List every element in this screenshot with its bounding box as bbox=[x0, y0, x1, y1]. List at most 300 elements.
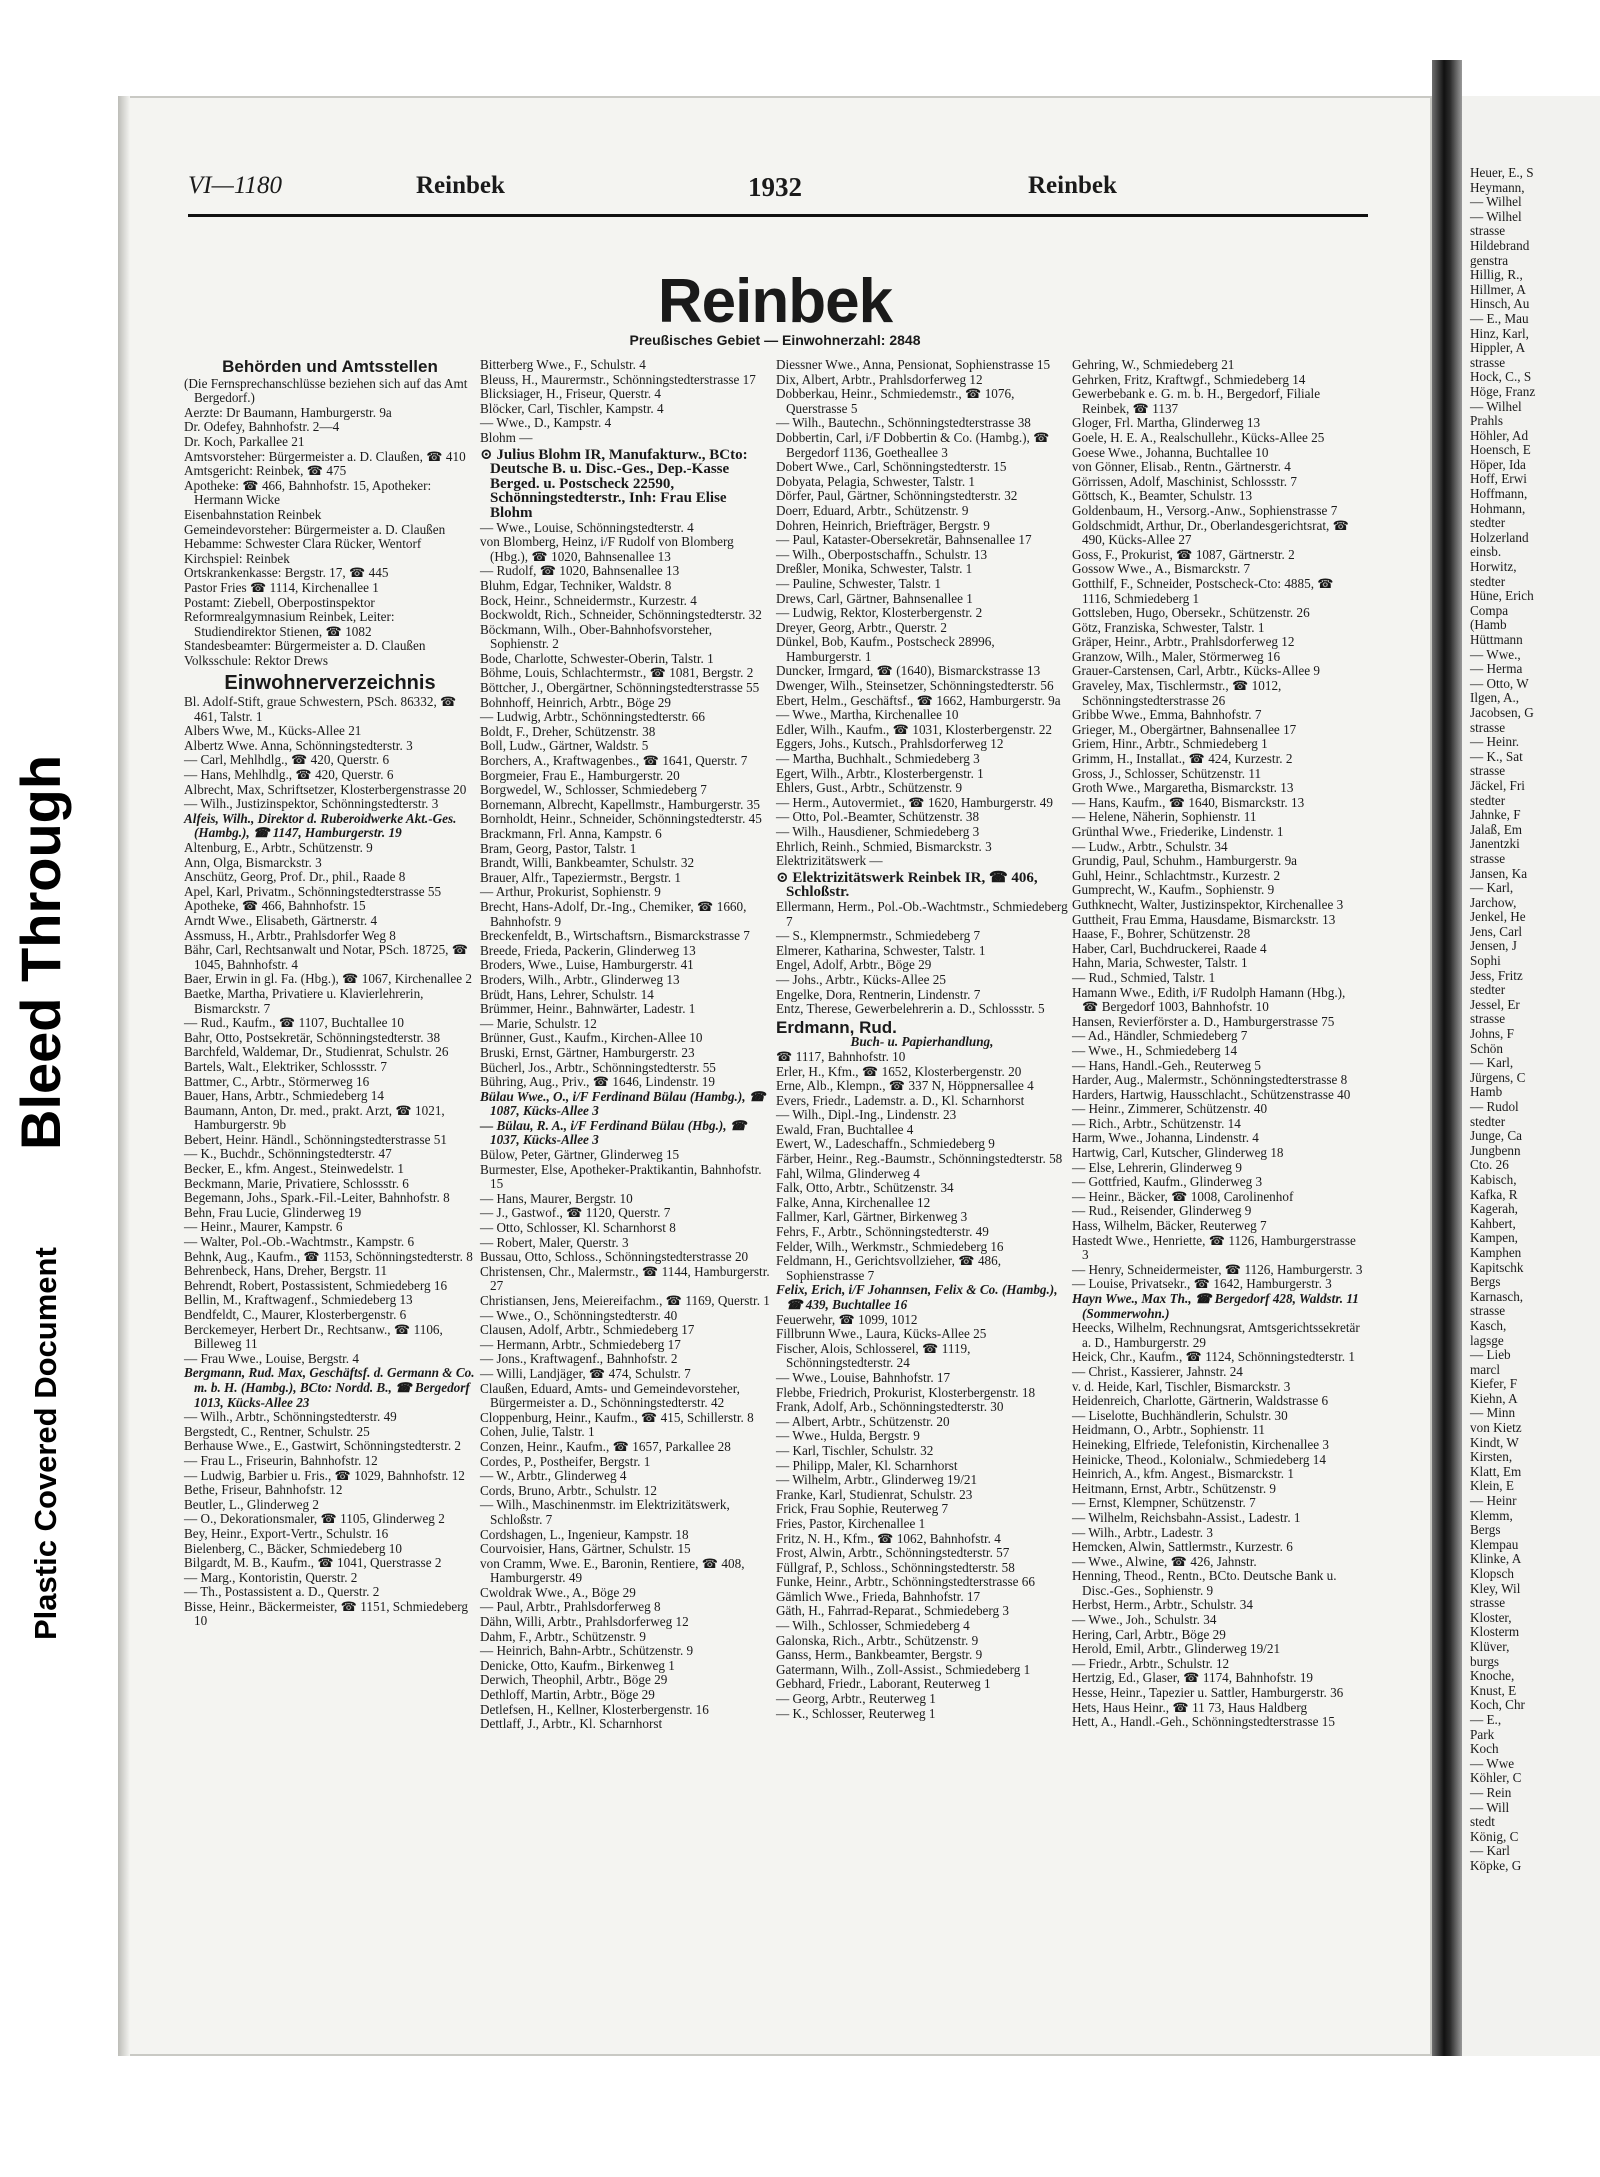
directory-entry: — Ludwig, Barbier u. Fris., ☎ 1029, Bahnhofstr. 12 bbox=[184, 1467, 465, 1483]
directory-entry: — Carl, Mehlhdlg., ☎ 420, Querstr. 6 bbox=[184, 752, 390, 768]
directory-entry: Bornemann, Albrecht, Kapellmstr., Hamburgerstr. 35 bbox=[480, 796, 760, 812]
directory-entry: — Georg, Arbtr., Reuterweg 1 bbox=[776, 1691, 936, 1707]
directory-entry: Herbst, Herm., Arbtr., Schulstr. 34 bbox=[1072, 1597, 1253, 1613]
directory-entry: Frick, Frau Sophie, Reuterweg 7 bbox=[776, 1501, 949, 1517]
directory-entry: — Helene, Näherin, Sophienstr. 11 bbox=[1072, 809, 1257, 825]
directory-entry: Buch- u. Papierhandlung, bbox=[850, 1034, 994, 1050]
directory-entry: Volksschule: Rektor Drews bbox=[184, 652, 329, 668]
directory-entry: Breede, Frieda, Packerin, Glinderweg 13 bbox=[480, 942, 696, 958]
directory-entry: — O., Dekorationsmaler, ☎ 1105, Glinderweg 2 bbox=[184, 1511, 445, 1527]
directory-entry: Clausen, Adolf, Arbtr., Schmiedeberg 17 bbox=[480, 1322, 695, 1338]
facing-page-entry: Klosterm bbox=[1470, 1624, 1520, 1640]
facing-page-entry: — Herma bbox=[1470, 661, 1523, 677]
directory-entry: Begemann, Johs., Spark.-Fil.-Leiter, Bahnhofstr. 8 bbox=[184, 1190, 450, 1206]
directory-entry: Ehrlich, Reinh., Schmied, Bismarckstr. 3 bbox=[776, 838, 992, 854]
facing-page-entry: Sophi bbox=[1470, 953, 1501, 969]
directory-entry: Broders, Wwe., Luise, Hamburgerstr. 41 bbox=[480, 957, 694, 973]
facing-page-entry: Cto. 26 bbox=[1470, 1157, 1509, 1173]
directory-entry: Blöcker, Carl, Tischler, Kampstr. 4 bbox=[480, 400, 664, 416]
directory-entry: Fillbrunn Wwe., Laura, Kücks-Allee 25 bbox=[776, 1326, 987, 1342]
directory-entry: Bergmann, Rud. Max, Geschäftsf. d. Germann & Co. m. b. H. (Hambg.), BCto: Nordd. B., ☎ Bergedorf 1013, Kücks-Allee 23 bbox=[184, 1365, 475, 1410]
directory-entry: — Wilh., Arbtr., Ladestr. 3 bbox=[1072, 1524, 1213, 1540]
directory-entry: Brümmer, Heinr., Bahnwärter, Ladestr. 1 bbox=[480, 1001, 696, 1017]
directory-entry: Dünkel, Bob, Kaufm., Postscheck 28996, Hamburgerstr. 1 bbox=[776, 634, 995, 664]
facing-page-entry: Junge, Ca bbox=[1470, 1128, 1523, 1144]
plastic-covered-label: Plastic Covered Document bbox=[28, 1247, 63, 1640]
directory-entry: — K., Schlosser, Reuterweg 1 bbox=[776, 1705, 936, 1721]
facing-page-entry: Klopsch bbox=[1470, 1566, 1514, 1581]
directory-entry: Courvoisier, Hans, Gärtner, Schulstr. 15 bbox=[480, 1541, 691, 1557]
facing-page-entry: — Wilhel bbox=[1470, 194, 1522, 210]
directory-entry: Albrecht, Max, Schriftsetzer, Klosterbergenstrasse 20 bbox=[184, 781, 467, 797]
directory-entry: Battmer, C., Arbtr., Störmerweg 16 bbox=[184, 1073, 370, 1089]
directory-entry: — Wwe., D., Kampstr. 4 bbox=[480, 415, 612, 431]
facing-page-entry: Hildebrand bbox=[1470, 237, 1530, 253]
directory-entry: — Ludw., Arbtr., Schulstr. 34 bbox=[1072, 838, 1228, 854]
facing-page-entry: Jahnke, F bbox=[1470, 807, 1521, 823]
page-header bbox=[188, 172, 1368, 217]
facing-page-entry: Klinke, A bbox=[1470, 1551, 1522, 1567]
directory-entry: von Gönner, Elisab., Rentn., Gärtnerstr. 4 bbox=[1072, 459, 1291, 475]
facing-page-entry: Park bbox=[1470, 1726, 1495, 1742]
facing-page-entry: Schön bbox=[1470, 1040, 1503, 1056]
directory-entry: Conzen, Heinr., Kaufm., ☎ 1657, Parkallee 28 bbox=[480, 1438, 731, 1454]
scan-margin bbox=[118, 2056, 1600, 2177]
facing-page-entry: Johns, F bbox=[1470, 1026, 1514, 1042]
directory-entry: Gumprecht, W., Kaufm., Sophienstr. 9 bbox=[1072, 882, 1275, 898]
facing-page-entry: Heymann, bbox=[1470, 179, 1525, 195]
directory-entry: Cordshagen, L., Ingenieur, Kampstr. 18 bbox=[480, 1526, 689, 1542]
facing-page-entry: Köhler, C bbox=[1470, 1770, 1522, 1786]
directory-entry: Dobbertin, Carl, i/F Dobbertin & Co. (Hambg.), ☎ Bergedorf 1136, Goetheallee 3 bbox=[776, 429, 1050, 460]
facing-page-entry: Hinz, Karl, bbox=[1470, 325, 1529, 341]
directory-entry: Bülow, Peter, Gärtner, Glinderweg 15 bbox=[480, 1147, 680, 1163]
directory-entry: Borgmeier, Frau E., Hamburgerstr. 20 bbox=[480, 767, 680, 783]
facing-page-entry: Jungbenn bbox=[1470, 1142, 1521, 1158]
facing-page-entry: Klempau bbox=[1470, 1536, 1519, 1552]
facing-page-entry: Klatt, Em bbox=[1470, 1463, 1522, 1479]
facing-page-entry: Hoensch, E bbox=[1470, 442, 1531, 458]
directory-entry: Göttsch, K., Beamter, Schulstr. 13 bbox=[1072, 488, 1253, 504]
facing-page-entry: — E., bbox=[1470, 1711, 1502, 1727]
directory-entry: Brüdt, Hans, Lehrer, Schulstr. 14 bbox=[480, 986, 654, 1002]
directory-entry: Cohen, Julie, Talstr. 1 bbox=[480, 1424, 595, 1440]
directory-entry: Gribbe Wwe., Emma, Bahnhofstr. 7 bbox=[1072, 707, 1262, 723]
directory-entry: — Wilh., Oberpostschaffn., Schulstr. 13 bbox=[776, 546, 988, 562]
directory-entry: Eisenbahnstation Reinbek bbox=[184, 506, 322, 522]
bleed-through-label: Bleed Through bbox=[9, 754, 72, 1150]
directory-entry: — Hans, Mehlhdlg., ☎ 420, Querstr. 6 bbox=[184, 767, 394, 783]
directory-entry: Gehrken, Fritz, Kraftwgf., Schmiedeberg 14 bbox=[1072, 371, 1306, 387]
facing-page-entry: Prahls bbox=[1470, 413, 1503, 429]
facing-page-entry: — Wilhel bbox=[1470, 398, 1522, 414]
directory-entry: Breckenfeldt, B., Wirtschaftsrn., Bismarckstrasse 7 bbox=[480, 928, 750, 944]
directory-entry: Bruski, Ernst, Gärtner, Hamburgerstr. 23 bbox=[480, 1044, 695, 1060]
facing-page-entry: Janentzki bbox=[1470, 836, 1520, 852]
facing-page-entry: strasse bbox=[1470, 1303, 1506, 1319]
directory-entry: — Wilh., Bautechn., Schönningstedterstrasse 38 bbox=[776, 415, 1031, 431]
directory-entry: Heineking, Elfriede, Telefonistin, Kirchenallee 3 bbox=[1072, 1436, 1329, 1452]
directory-entry: — Wilh., Arbtr., Schönningstedterstr. 49 bbox=[184, 1409, 397, 1425]
directory-entry: — Heinr., Bäcker, ☎ 1008, Carolinenhof bbox=[1072, 1188, 1294, 1204]
directory-entry: — Th., Postassistent a. D., Querstr. 2 bbox=[184, 1584, 380, 1600]
directory-entry: Dahm, F., Arbtr., Schützenstr. 9 bbox=[480, 1628, 646, 1644]
page-number: VI—1180 bbox=[188, 172, 282, 199]
directory-entry: — Ludwig, Rektor, Klosterbergenstr. 2 bbox=[776, 605, 983, 621]
book-gutter bbox=[1432, 60, 1462, 2060]
facing-page-entry: Klüver, bbox=[1470, 1638, 1510, 1654]
facing-page-entry: Kampen, bbox=[1470, 1230, 1518, 1246]
directory-entry: — Otto, Schlosser, Kl. Scharnhorst 8 bbox=[480, 1220, 676, 1236]
facing-page-entry: (Hamb bbox=[1470, 617, 1507, 633]
directory-entry: Alfeis, Wilh., Direktor d. Ruberoidwerke Akt.-Ges. (Hambg.), ☎ 1147, Hamburgerstr. 19 bbox=[184, 810, 457, 841]
directory-entry: Frost, Alwin, Arbtr., Schönningstedterstr. 57 bbox=[776, 1545, 1010, 1561]
directory-entry: Hahn, Maria, Schwester, Talstr. 1 bbox=[1072, 955, 1248, 971]
facing-page-entry: Hippler, A bbox=[1470, 340, 1526, 356]
directory-entry: Dobberkau, Heinr., Schmiedemstr., ☎ 1076, Querstrasse 5 bbox=[776, 386, 1015, 416]
facing-page-entry: Kabisch, bbox=[1470, 1171, 1517, 1187]
directory-entry: Goese Wwe., Johanna, Buchtallee 10 bbox=[1072, 444, 1269, 460]
directory-entry: Apotheke, ☎ 466, Bahnhofstr. 15 bbox=[184, 898, 366, 914]
directory-entry: Gewerbebank e. G. m. b. H., Bergedorf, Filiale Reinbek, ☎ 1137 bbox=[1072, 386, 1321, 416]
facing-page-entry: — Wwe bbox=[1470, 1755, 1515, 1771]
directory-entry: Gotthilf, F., Schneider, Postscheck-Cto: 4885, ☎ 1116, Schmiedeberg 1 bbox=[1072, 575, 1334, 606]
facing-page-entry: — K., Sat bbox=[1470, 748, 1523, 764]
facing-page-entry: stedter bbox=[1470, 982, 1506, 998]
directory-entry: Beutler, L., Glinderweg 2 bbox=[184, 1496, 319, 1512]
directory-entry: Fritz, N. H., Kfm., ☎ 1062, Bahnhofstr. 4 bbox=[776, 1530, 1001, 1546]
directory-entry: Harder, Aug., Malermstr., Schönningstedterstrasse 8 bbox=[1072, 1072, 1348, 1088]
directory-entry: Heidmann, O., Arbtr., Sophienstr. 11 bbox=[1072, 1422, 1265, 1438]
directory-entry: Apotheke: ☎ 466, Bahnhofstr. 15, Apotheker: Hermann Wicke bbox=[184, 477, 432, 508]
directory-entry: Grieger, M., Obergärtner, Bahnsenallee 17 bbox=[1072, 721, 1297, 737]
directory-entry: Becker, E., kfm. Angest., Steinwedelstr. 1 bbox=[184, 1161, 404, 1177]
directory-entry: — W., Arbtr., Glinderweg 4 bbox=[480, 1468, 627, 1484]
facing-page-entry: Jens, Carl bbox=[1470, 923, 1523, 939]
facing-page-entry: Kagerah, bbox=[1470, 1201, 1518, 1217]
directory-entry: Gämlich Wwe., Frieda, Bahnhofstr. 17 bbox=[776, 1588, 981, 1604]
directory-entry: Bendfeldt, C., Maurer, Klosterbergenstr. 6 bbox=[184, 1307, 407, 1322]
directory-entry: Dörfer, Paul, Gärtner, Schönningstedterstr. 32 bbox=[776, 488, 1018, 504]
directory-entry: Dethloff, Martin, Arbtr., Böge 29 bbox=[480, 1687, 655, 1703]
facing-page-entry: Hohmann, bbox=[1470, 500, 1526, 516]
directory-entry: Hastedt Wwe., Henriette, ☎ 1126, Hamburgerstrasse 3 bbox=[1072, 1232, 1356, 1263]
directory-entry: v. d. Heide, Karl, Tischler, Bismarckstr. 3 bbox=[1072, 1378, 1291, 1394]
directory-entry: — Gottfried, Kaufm., Glinderweg 3 bbox=[1072, 1174, 1263, 1190]
directory-entry: — Martha, Buchhalt., Schmiedeberg 3 bbox=[776, 751, 980, 767]
directory-entry: Hartwig, Carl, Kutscher, Glinderweg 18 bbox=[1072, 1145, 1284, 1161]
facing-page-entry: marcl bbox=[1470, 1361, 1501, 1377]
directory-entry: Funke, Heinr., Arbtr., Schönningstedterstrasse 66 bbox=[776, 1574, 1035, 1590]
directory-entry: Elmerer, Katharina, Schwester, Talstr. 1 bbox=[776, 942, 986, 958]
directory-entry: Amtsgericht: Reinbek, ☎ 475 bbox=[184, 463, 347, 479]
facing-page-column bbox=[1470, 165, 1600, 1873]
directory-entry: — Wwe., Martha, Kirchenallee 10 bbox=[776, 707, 959, 723]
directory-entry: Behrendt, Robert, Postassistent, Schmiedeberg 16 bbox=[184, 1277, 448, 1293]
directory-entry: Bey, Heinr., Export-Vertr., Schulstr. 16 bbox=[184, 1525, 389, 1541]
facing-page-entry: — Wilhel bbox=[1470, 208, 1522, 224]
directory-entry: Dwenger, Wilh., Steinsetzer, Schönningstedterstr. 56 bbox=[776, 678, 1054, 694]
directory-entry: Burmester, Else, Apotheker-Praktikantin, Bahnhofstr. 15 bbox=[480, 1161, 762, 1192]
directory-entry: — Ernst, Klempner, Schützenstr. 7 bbox=[1072, 1495, 1256, 1511]
facing-page-entry: Kiehn, A bbox=[1470, 1390, 1518, 1406]
directory-entry: Hebamme: Schwester Clara Rücker, Wentorf bbox=[184, 536, 422, 552]
directory-entry: Bisse, Heinr., Bäckermeister, ☎ 1151, Schmiedeberg 10 bbox=[184, 1598, 468, 1629]
facing-page-entry: Kindt, W bbox=[1470, 1434, 1519, 1450]
directory-entry: Brauer, Alfr., Tapeziermstr., Bergstr. 1 bbox=[480, 869, 681, 885]
directory-entry: Behnk, Aug., Kaufm., ☎ 1153, Schönningstedterstr. 8 bbox=[184, 1248, 473, 1264]
directory-entry: — Wilhelm, Reichsbahn-Assist., Ladestr. 1 bbox=[1072, 1509, 1301, 1525]
directory-entry: Haber, Carl, Buchdruckerei, Raade 4 bbox=[1072, 940, 1267, 956]
directory-entry: Borchers, A., Kraftwagenbes., ☎ 1641, Querstr. 7 bbox=[480, 753, 748, 769]
facing-page-entry: Horwitz, bbox=[1470, 559, 1517, 575]
directory-entry: Färber, Heinr., Reg.-Baumstr., Schönningstedterstr. 58 bbox=[776, 1151, 1063, 1167]
directory-entry: — Johs., Arbtr., Kücks-Allee 25 bbox=[776, 971, 946, 987]
directory-entry: Böttcher, J., Obergärtner, Schönningstedterstrasse 55 bbox=[480, 680, 760, 696]
directory-entry: Grimm, H., Installat., ☎ 424, Kurzestr. 2 bbox=[1072, 751, 1293, 767]
facing-page-entry: Bergs bbox=[1470, 1522, 1501, 1538]
directory-entry: Bleuss, H., Maurermstr., Schönningstedterstrasse 17 bbox=[480, 371, 756, 387]
facing-page-entry: Hillig, R., bbox=[1470, 267, 1523, 283]
facing-page-entry: einsb. bbox=[1470, 544, 1502, 560]
facing-page-entry: Kamphen bbox=[1470, 1244, 1522, 1260]
directory-column-3 bbox=[776, 358, 1068, 1721]
directory-entry: Elektrizitätswerk — bbox=[776, 853, 883, 869]
directory-entry: ⊙ Elektrizitätswerk Reinbek IR, ☎ 406, Schloßstr. bbox=[776, 869, 1038, 901]
directory-entry: — Hans, Handl.-Geh., Reuterweg 5 bbox=[1072, 1057, 1261, 1073]
directory-entry: Heidenreich, Charlotte, Gärtnerin, Waldstrasse 6 bbox=[1072, 1393, 1329, 1409]
directory-entry: Engelke, Dora, Rentnerin, Lindenstr. 7 bbox=[776, 986, 981, 1002]
facing-page-entry: — Heinr. bbox=[1470, 734, 1520, 750]
directory-entry: — Jons., Kraftwagenf., Bahnhofstr. 2 bbox=[480, 1351, 678, 1367]
facing-page-entry: Jenkel, He bbox=[1470, 909, 1526, 925]
directory-entry: Kirchspiel: Reinbek bbox=[184, 550, 290, 566]
directory-entry: — Rud., Reisender, Glinderweg 9 bbox=[1072, 1203, 1252, 1219]
directory-entry: Gehring, W., Schmiedeberg 21 bbox=[1072, 357, 1235, 372]
directory-entry: Haase, F., Bohrer, Schützenstr. 28 bbox=[1072, 926, 1251, 942]
directory-entry: Egert, Wilh., Arbtr., Klosterbergenstr. 1 bbox=[776, 765, 984, 781]
facing-page-entry: Jansen, Ka bbox=[1470, 865, 1528, 881]
directory-entry: — Louise, Privatsekr., ☎ 1642, Hamburgerstr. 3 bbox=[1072, 1276, 1332, 1292]
facing-page-entry: stedter bbox=[1470, 792, 1506, 808]
directory-entry: Groth Wwe., Margaretha, Bismarckstr. 13 bbox=[1072, 780, 1294, 796]
facing-page-entry: stedter bbox=[1470, 1113, 1506, 1129]
facing-page-entry: — Will bbox=[1470, 1799, 1510, 1815]
facing-page-entry: von Kietz bbox=[1470, 1420, 1522, 1436]
directory-entry: Cloppenburg, Heinr., Kaufm., ☎ 415, Schillerstr. 8 bbox=[480, 1409, 754, 1425]
directory-entry: Duncker, Irmgard, ☎ (1640), Bismarckstrasse 13 bbox=[776, 663, 1041, 679]
directory-entry: Hass, Wilhelm, Bäcker, Reuterweg 7 bbox=[1072, 1218, 1267, 1234]
directory-entry: — Heinr., Maurer, Kampstr. 6 bbox=[184, 1219, 343, 1235]
directory-entry: Hets, Haus Heinr., ☎ 11 73, Haus Haldberg bbox=[1072, 1699, 1308, 1715]
directory-entry: — Wilh., Justizinspektor, Schönningstedterstr. 3 bbox=[184, 796, 439, 812]
directory-entry: Christensen, Chr., Malermstr., ☎ 1144, Hamburgerstr. 27 bbox=[480, 1263, 770, 1294]
facing-page-entry: Kahbert, bbox=[1470, 1215, 1516, 1231]
directory-entry: Behrenbeck, Hans, Dreher, Bergstr. 11 bbox=[184, 1263, 388, 1279]
directory-entry: Griem, Hinr., Arbtr., Schmiedeberg 1 bbox=[1072, 736, 1268, 752]
directory-entry: Dreßler, Monika, Schwester, Talstr. 1 bbox=[776, 561, 973, 577]
directory-entry: Ann, Olga, Bismarckstr. 3 bbox=[184, 854, 322, 870]
directory-entry: Fries, Pastor, Kirchenallee 1 bbox=[776, 1515, 926, 1531]
facing-page-entry: Hinsch, Au bbox=[1470, 296, 1530, 312]
page-title: Reinbek bbox=[657, 267, 893, 336]
directory-entry: Brecht, Hans-Adolf, Dr.-Ing., Chemiker, ☎ 1660, Bahnhofstr. 9 bbox=[480, 898, 747, 929]
directory-entry: Denicke, Otto, Kaufm., Birkenweg 1 bbox=[480, 1657, 675, 1673]
directory-entry: — Hans, Maurer, Bergstr. 10 bbox=[480, 1190, 633, 1206]
directory-entry: Hering, Carl, Arbtr., Böge 29 bbox=[1072, 1626, 1226, 1642]
directory-entry: Berckemeyer, Herbert Dr., Rechtsanw., ☎ 1106, Billeweg 11 bbox=[184, 1321, 443, 1352]
directory-entry: Bartels, Walt., Elektriker, Schlossstr. 7 bbox=[184, 1058, 387, 1074]
directory-entry: — Wwe., H., Schmiedeberg 14 bbox=[1072, 1042, 1238, 1058]
directory-column-2 bbox=[480, 358, 772, 1732]
directory-entry: Dähn, Willi, Arbtr., Prahlsdorferweg 12 bbox=[480, 1614, 689, 1630]
directory-entry: — Ad., Händler, Schmiedeberg 7 bbox=[1072, 1028, 1248, 1044]
directory-entry: — Henry, Schneidermeister, ☎ 1126, Hamburgerstr. 3 bbox=[1072, 1261, 1363, 1277]
directory-entry: Erne, Alb., Klempn., ☎ 337 N, Höppnersallee 4 bbox=[776, 1078, 1034, 1094]
directory-entry: — Wilh., Schlosser, Schmiedeberg 4 bbox=[776, 1618, 970, 1634]
facing-page-entry: strasse bbox=[1470, 763, 1506, 779]
directory-entry: Görrissen, Adolf, Maschinist, Schlossstr. 7 bbox=[1072, 473, 1297, 489]
directory-entry: Falk, Otto, Arbtr., Schützenstr. 34 bbox=[776, 1180, 954, 1196]
directory-entry: Guthknecht, Walter, Justizinspektor, Kirchenallee 3 bbox=[1072, 896, 1344, 912]
directory-entry: Granzow, Wilh., Maler, Störmerweg 16 bbox=[1072, 648, 1281, 664]
directory-entry: Baumann, Anton, Dr. med., prakt. Arzt, ☎ 1021, Hamburgerstr. 9b bbox=[184, 1102, 445, 1133]
directory-entry: — Wwe., Joh., Schulstr. 34 bbox=[1072, 1612, 1217, 1628]
directory-entry: — Paul, Arbtr., Prahlsdorferweg 8 bbox=[480, 1599, 661, 1615]
facing-page-entry: Klemm, bbox=[1470, 1507, 1513, 1523]
directory-entry: Arndt Wwe., Elisabeth, Gärtnerstr. 4 bbox=[184, 912, 378, 928]
directory-entry: Henning, Theod., Rentn., BCto. Deutsche Bank u. Disc.-Ges., Sophienstr. 9 bbox=[1072, 1568, 1337, 1598]
facing-page-entry: Koch, Chr bbox=[1470, 1697, 1525, 1713]
directory-entry: Gebhard, Friedr., Laborant, Reuterweg 1 bbox=[776, 1676, 991, 1692]
directory-entry: Dr. Odefey, Bahnhofstr. 2—4 bbox=[184, 419, 340, 435]
facing-page-entry: Jarchow, bbox=[1470, 894, 1517, 910]
directory-entry: Böhme, Louis, Schlachtermstr., ☎ 1081, Bergstr. 2 bbox=[480, 665, 754, 681]
directory-entry: — Karl, Tischler, Schulstr. 32 bbox=[776, 1442, 934, 1458]
directory-entry: Gloger, Frl. Martha, Glinderweg 13 bbox=[1072, 415, 1261, 431]
directory-entry: — Else, Lehrerin, Glinderweg 9 bbox=[1072, 1159, 1242, 1175]
facing-page-entry: — Rudol bbox=[1470, 1099, 1519, 1114]
directory-entry: — Bülau, R. A., i/F Ferdinand Bülau (Hbg.), ☎ 1037, Kücks-Allee 3 bbox=[480, 1117, 747, 1148]
facing-page-entry: — Karl, bbox=[1470, 1055, 1514, 1071]
facing-page-entry: — Wwe., bbox=[1470, 646, 1521, 662]
directory-entry: Grünthal Wwe., Friederike, Lindenstr. 1 bbox=[1072, 824, 1284, 839]
directory-entry: ⊙ Julius Blohm IR, Manufakturw., BCto: Deutsche B. u. Disc.-Ges., Dep.-Kasse Berged. u. Postscheck 22590, Schönningstedterstr., Inh: Frau Elise Blohm bbox=[480, 446, 748, 521]
directory-entry: — Rudolf, ☎ 1020, Bahnsenallee 13 bbox=[480, 563, 680, 579]
directory-entry: — Wilh., Dipl.-Ing., Lindenstr. 23 bbox=[776, 1107, 957, 1123]
directory-entry: Gatermann, Wilh., Zoll-Assist., Schmiedeberg 1 bbox=[776, 1661, 1031, 1677]
facing-page-entry: stedt bbox=[1470, 1814, 1495, 1830]
facing-page-entry: Höhler, Ad bbox=[1470, 427, 1529, 443]
directory-entry: Baetke, Martha, Privatiere u. Klavierlehrerin, Bismarckstr. 7 bbox=[184, 985, 424, 1016]
directory-entry: Edler, Wilh., Kaufm., ☎ 1031, Klosterbergenstr. 22 bbox=[776, 721, 1053, 737]
directory-entry: — Friedr., Arbtr., Schulstr. 12 bbox=[1072, 1655, 1230, 1671]
section-heading: Behörden und Amtsstellen bbox=[222, 357, 438, 376]
directory-entry: Hett, A., Handl.-Geh., Schönningstedterstrasse 15 bbox=[1072, 1714, 1335, 1730]
directory-entry: Heick, Chr., Kaufm., ☎ 1124, Schönningstedterstr. 1 bbox=[1072, 1349, 1355, 1365]
facing-page-entry: — E., Mau bbox=[1470, 310, 1529, 326]
directory-entry: Guhl, Heinr., Schlachtmstr., Kurzestr. 2 bbox=[1072, 867, 1281, 883]
directory-entry: — Arthur, Prokurist, Sophienstr. 9 bbox=[480, 884, 661, 900]
facing-page-entry: — Rein bbox=[1470, 1784, 1512, 1800]
facing-page-entry: Koch bbox=[1470, 1741, 1499, 1757]
directory-entry: — Wwe., Hulda, Bergstr. 9 bbox=[776, 1428, 920, 1444]
directory-entry: Dobyata, Pelagia, Schwester, Talstr. 1 bbox=[776, 473, 976, 489]
directory-entry: Bockwoldt, Rich., Schneider, Schönningstedterstr. 32 bbox=[480, 607, 762, 623]
facing-page-entry: Heuer, E., S bbox=[1470, 165, 1534, 180]
directory-entry: — Hans, Kaufm., ☎ 1640, Bismarckstr. 13 bbox=[1072, 794, 1305, 810]
directory-entry: Franke, Karl, Studienrat, Schulstr. 23 bbox=[776, 1486, 973, 1502]
directory-entry: Derwich, Theophil, Arbtr., Böge 29 bbox=[480, 1672, 668, 1688]
directory-entry: — Wwe., Louise, Schönningstedterstr. 4 bbox=[480, 519, 694, 535]
directory-entry: Bauer, Hans, Arbtr., Schmiedeberg 14 bbox=[184, 1088, 384, 1104]
directory-entry: Hertzig, Ed., Glaser, ☎ 1174, Bahnhofstr. 19 bbox=[1072, 1670, 1314, 1686]
directory-entry: Behn, Frau Lucie, Glinderweg 19 bbox=[184, 1204, 362, 1220]
facing-page-entry: Hüne, Erich bbox=[1470, 588, 1534, 604]
directory-entry: Gräper, Heinr., Arbtr., Prahlsdorferweg 12 bbox=[1072, 634, 1295, 650]
directory-entry: Feuerwehr, ☎ 1099, 1012 bbox=[776, 1311, 918, 1327]
directory-entry: Bebert, Heinr. Händl., Schönningstedterstrasse 51 bbox=[184, 1131, 447, 1147]
document-page bbox=[118, 96, 1432, 2056]
directory-entry: — Herm., Autovermiet., ☎ 1620, Hamburgerstr. 49 bbox=[776, 794, 1053, 810]
directory-entry: Blohm — bbox=[480, 429, 533, 445]
facing-page-entry: Ilgen, A., bbox=[1470, 690, 1520, 706]
directory-entry: Bücherl, Jos., Arbtr., Schönningstedterstr. 55 bbox=[480, 1059, 716, 1075]
directory-entry: Goele, H. E. A., Realschullehr., Kücks-Allee 25 bbox=[1072, 429, 1325, 445]
facing-page-entry: — Minn bbox=[1470, 1405, 1516, 1421]
directory-entry: Hayn Wwe., Max Th., ☎ Bergedorf 428, Waldstr. 11 (Sommerwohn.) bbox=[1072, 1291, 1359, 1321]
directory-entry: Felix, Erich, i/F Johannsen, Felix & Co. (Hambg.), ☎ 439, Buchtallee 16 bbox=[776, 1282, 1058, 1312]
directory-entry: Borgwedel, W., Schlosser, Schmiedeberg 7 bbox=[480, 782, 707, 798]
directory-entry: — Pauline, Schwester, Talstr. 1 bbox=[776, 575, 941, 591]
directory-entry: Ortskrankenkasse: Bergstr. 17, ☎ 445 bbox=[184, 565, 389, 581]
facing-page-entry: — Karl, bbox=[1470, 880, 1514, 896]
directory-entry: Grundig, Paul, Schuhm., Hamburgerstr. 9a bbox=[1072, 853, 1298, 869]
directory-entry: Detlefsen, H., Kellner, Klosterbergenstr. 16 bbox=[480, 1701, 709, 1717]
directory-entry: Gottsleben, Hugo, Obersekr., Schützenstr. 26 bbox=[1072, 605, 1310, 621]
facing-page-entry: Jacobsen, G bbox=[1470, 704, 1534, 720]
directory-entry: Galonska, Rich., Arbtr., Schützenstr. 9 bbox=[776, 1632, 979, 1648]
facing-page-entry: Hoff, Erwi bbox=[1470, 471, 1527, 487]
directory-entry: Eggers, Johs., Kutsch., Prahlsdorferweg 12 bbox=[776, 736, 1004, 752]
facing-page-entry: Kirsten, bbox=[1470, 1449, 1513, 1465]
directory-entry: — S., Klempnermstr., Schmiedeberg 7 bbox=[776, 928, 981, 944]
directory-entry: — K., Buchdr., Schönningstedterstr. 47 bbox=[184, 1146, 392, 1162]
directory-entry: Hansen, Revierförster a. D., Hamburgerstrasse 75 bbox=[1072, 1013, 1335, 1029]
facing-page-entry: strasse bbox=[1470, 1595, 1506, 1611]
directory-entry: Graveley, Max, Tischlermstr., ☎ 1012, Schönningstedterstrasse 26 bbox=[1072, 678, 1282, 708]
directory-entry: — Ludwig, Arbtr., Schönningstedterstr. 66 bbox=[480, 709, 705, 725]
directory-entry: Ehlers, Gust., Arbtr., Schützenstr. 9 bbox=[776, 780, 963, 796]
facing-page-entry: Jess, Fritz bbox=[1470, 967, 1523, 983]
directory-entry: — Rich., Arbtr., Schützenstr. 14 bbox=[1072, 1115, 1241, 1131]
directory-entry: Goldenbaum, H., Versorg.-Anw., Sophienstrasse 7 bbox=[1072, 502, 1338, 518]
directory-entry: Füllgraf, P., Schloss., Schönningstedterstr. 58 bbox=[776, 1559, 1015, 1575]
directory-entry: Ebert, Helm., Geschäftsf., ☎ 1662, Hamburgerstr. 9a bbox=[776, 692, 1061, 708]
directory-entry: Barchfeld, Waldemar, Dr., Studienrat, Schulstr. 26 bbox=[184, 1044, 449, 1060]
directory-entry: Amtsvorsteher: Bürgermeister a. D. Claußen, ☎ 410 bbox=[184, 448, 466, 464]
directory-entry: Fischer, Alois, Schlosserel, ☎ 1119, Schönningstedterstr. 24 bbox=[776, 1340, 971, 1371]
directory-entry: Baer, Erwin in gl. Fa. (Hbg.), ☎ 1067, Kirchenallee 2 bbox=[184, 971, 472, 987]
directory-entry: — Christ., Kassierer, Jahnstr. 24 bbox=[1072, 1363, 1243, 1379]
directory-entry: Brandt, Willi, Bankbeamter, Schulstr. 32 bbox=[480, 855, 695, 871]
directory-entry: — Wwe., Louise, Bahnhofstr. 17 bbox=[776, 1369, 951, 1385]
directory-entry: Bohnhoff, Heinrich, Arbtr., Böge 29 bbox=[480, 694, 671, 710]
directory-entry: Cordes, P., Postheifer, Bergstr. 1 bbox=[480, 1453, 651, 1469]
directory-entry: Felder, Wilh., Werkmstr., Schmiedeberg 16 bbox=[776, 1238, 1004, 1254]
directory-entry: Bergstedt, C., Rentner, Schulstr. 25 bbox=[184, 1423, 370, 1439]
directory-entry: Apel, Karl, Privatm., Schönningstedterstrasse 55 bbox=[184, 883, 442, 899]
